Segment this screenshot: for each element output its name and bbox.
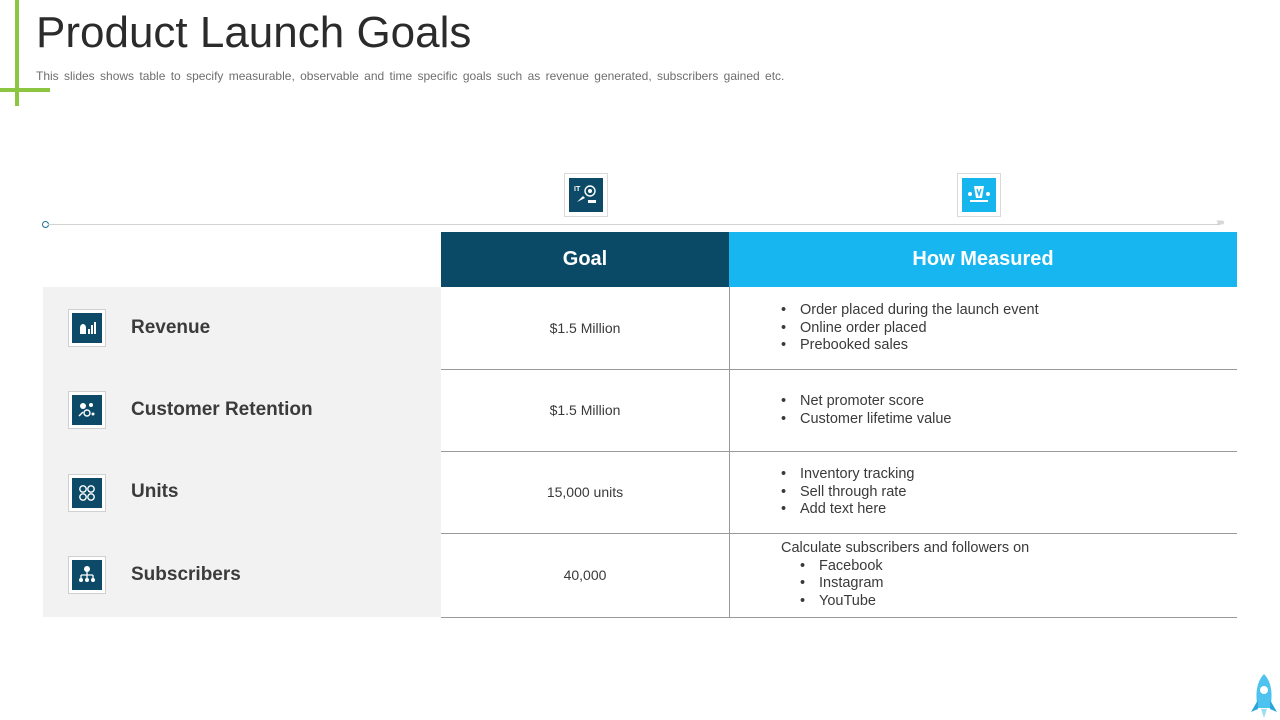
row-label-units: Units xyxy=(131,481,179,502)
slide-subtitle: This slides shows table to specify measurable, observable and time specific goals such as revenue generated, subscribers gained etc. xyxy=(36,69,785,83)
goal-column-icon-frame xyxy=(564,173,608,217)
list-item: • Online order placed xyxy=(781,320,1039,338)
measures-units xyxy=(781,466,914,519)
list-item: • Order placed during the launch event xyxy=(781,302,1039,320)
revenue-icon-frame xyxy=(68,309,106,347)
goal-column-header: Goal xyxy=(441,232,729,287)
measures-customer-retention xyxy=(781,393,952,428)
goal-value-subscribers: 40,000 xyxy=(563,567,607,583)
list-item: • Sell through rate xyxy=(781,484,914,502)
units-icon-frame xyxy=(68,474,106,512)
list-item: • Facebook xyxy=(800,558,1029,576)
svg-text:IT: IT xyxy=(574,186,581,193)
money-bag-chart-icon xyxy=(72,313,102,343)
measures-intro: Calculate subscribers and followers on xyxy=(781,540,1030,556)
goal-value-revenue: $1.5 Million xyxy=(549,320,621,336)
list-item: • Customer lifetime value xyxy=(781,411,952,429)
timeline-line xyxy=(48,224,1220,225)
row-label-revenue: Revenue xyxy=(131,317,211,338)
list-item: • Prebooked sales xyxy=(781,337,1039,355)
measurement-badge-icon xyxy=(962,178,996,212)
list-item: • Inventory tracking xyxy=(781,466,914,484)
measures-subscribers xyxy=(781,540,1029,610)
rocket-icon xyxy=(1246,672,1280,720)
slide-title: Product Launch Goals xyxy=(36,8,472,57)
column-divider xyxy=(729,287,730,617)
row-label-subscribers: Subscribers xyxy=(131,564,241,585)
table-bottom-border xyxy=(441,617,1237,618)
subscriber-hierarchy-icon xyxy=(72,560,102,590)
list-item: • Instagram xyxy=(800,575,1029,593)
list-item: • Add text here xyxy=(781,501,914,519)
list-item: • YouTube xyxy=(800,593,1029,611)
measures-revenue xyxy=(781,302,1039,355)
subscribers-icon-frame xyxy=(68,556,106,594)
customer-retention-icon-frame xyxy=(68,391,106,429)
measure-column-icon-frame xyxy=(957,173,1001,217)
target-rocket-icon xyxy=(569,178,603,212)
timeline-arrows: ››››› xyxy=(1216,217,1223,228)
customer-network-icon xyxy=(72,395,102,425)
list-item: • Net promoter score xyxy=(781,393,952,411)
how-measured-column-header: How Measured xyxy=(729,232,1237,287)
row-label-customer-retention: Customer Retention xyxy=(131,399,313,420)
goal-value-customer-retention: $1.5 Million xyxy=(549,402,621,418)
goal-value-units: 15,000 units xyxy=(546,484,624,500)
units-cluster-icon xyxy=(72,478,102,508)
accent-bar-horizontal xyxy=(0,88,50,92)
